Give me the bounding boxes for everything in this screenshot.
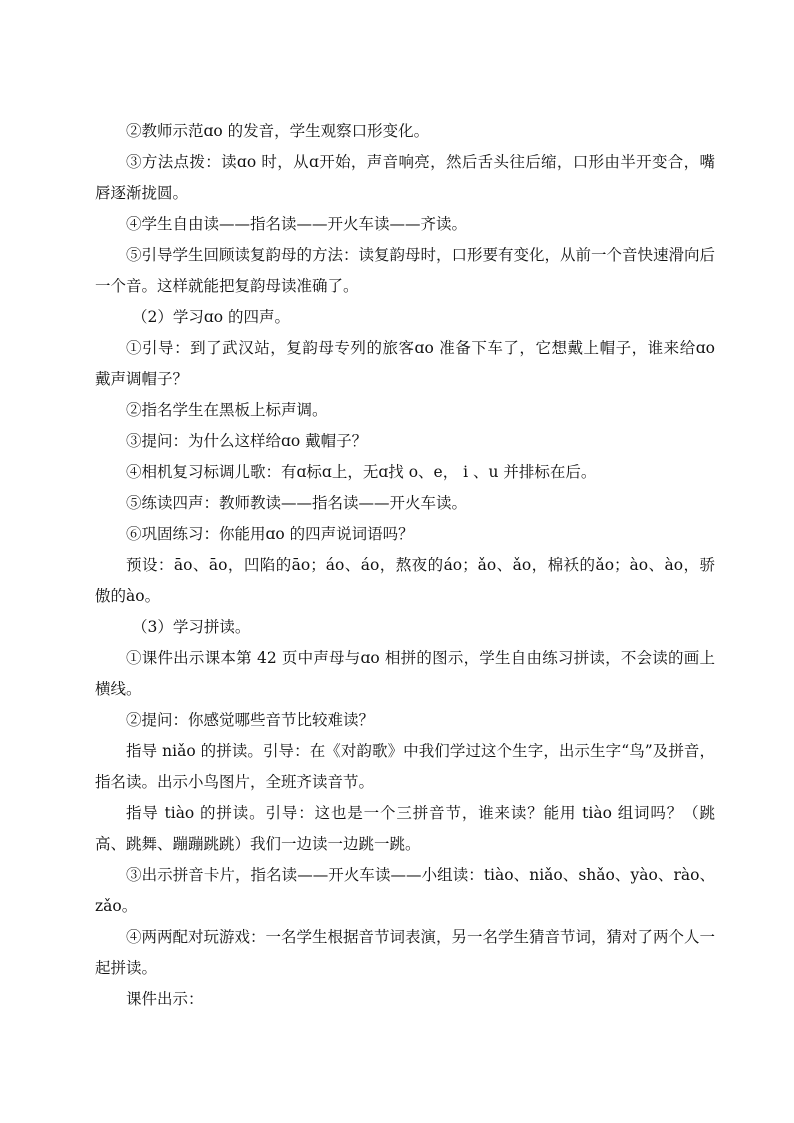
paragraph-method-tip: ③方法点拨：读ɑo 时，从ɑ开始，声音响亮，然后舌头往后缩，口形由半开变合，嘴唇逐渐拢圆。 (95, 153, 715, 202)
paragraph-consolidation: ⑥巩固练习：你能用ɑo 的四声说词语吗？ (126, 525, 414, 543)
paragraph-preset: 预设：āo、āo，凹陷的āo；áo、áo，熬夜的áo；ǎo、ǎo，棉袄的ǎo；ào、ào，骄傲的ào。 (95, 556, 715, 605)
paragraph-niao: 指导 niǎo 的拼读。引导：在《对韵歌》中我们学过这个生字，出示生字“鸟”及拼音，指名读。出示小鸟图片，全班齐读音节。 (95, 742, 715, 791)
section-heading-four-tones: （2）学习ɑo 的四声。 (132, 308, 291, 326)
paragraph-free-reading: ④学生自由读——指名读——开火车读——齐读。 (126, 215, 468, 233)
paragraph-difficult-syllables: ②提问：你感觉哪些音节比较难读？ (126, 711, 375, 729)
paragraph-teacher-demo: ②教师示范ɑo 的发音，学生观察口形变化。 (126, 122, 430, 140)
paragraph-guide: ①引导：到了武汉站，复韵母专列的旅客ɑo 准备下车了，它想戴上帽子，谁来给ɑo 戴声调帽子？ (95, 339, 715, 388)
paragraph-question: ③提问：为什么这样给ɑo 戴帽子？ (126, 432, 368, 450)
paragraph-courseware: ①课件出示课本第 42 页中声母与ɑo 相拼的图示，学生自由练习拼读，不会读的画上横线。 (95, 649, 715, 698)
paragraph-cards: ③出示拼音卡片，指名读——开火车读——小组读：tiào、niǎo、shǎo、yào、rào、zǎo。 (95, 866, 715, 915)
paragraph-tiao: 指导 tiào 的拼读。引导：这也是一个三拼音节，谁来读？能用 tiào 组词吗？（跳高、跳舞、蹦蹦跳跳）我们一边读一边跳一跳。 (95, 804, 715, 853)
section-heading-spelling: （3）学习拼读。 (132, 618, 251, 636)
paragraph-tone-rhyme: ④相机复习标调儿歌：有ɑ标ɑ上，无ɑ找 o、e， i 、u 并排标在后。 (126, 463, 597, 481)
paragraph-game: ④两两配对玩游戏：一名学生根据音节词表演，另一名学生猜音节词，猜对了两个人一起拼读。 (95, 928, 716, 977)
paragraph-review-method: ⑤引导学生回顾读复韵母的方法：读复韵母时，口形要有变化，从前一个音快速滑向后一个音。这样就能把复韵母读准确了。 (95, 246, 716, 295)
paragraph-courseware-show: 课件出示： (126, 990, 204, 1008)
paragraph-mark-tones: ②指名学生在黑板上标声调。 (126, 401, 328, 419)
lesson-body (95, 116, 715, 1015)
paragraph-practice-tones: ⑤练读四声：教师教读——指名读——开火车读。 (126, 494, 468, 512)
